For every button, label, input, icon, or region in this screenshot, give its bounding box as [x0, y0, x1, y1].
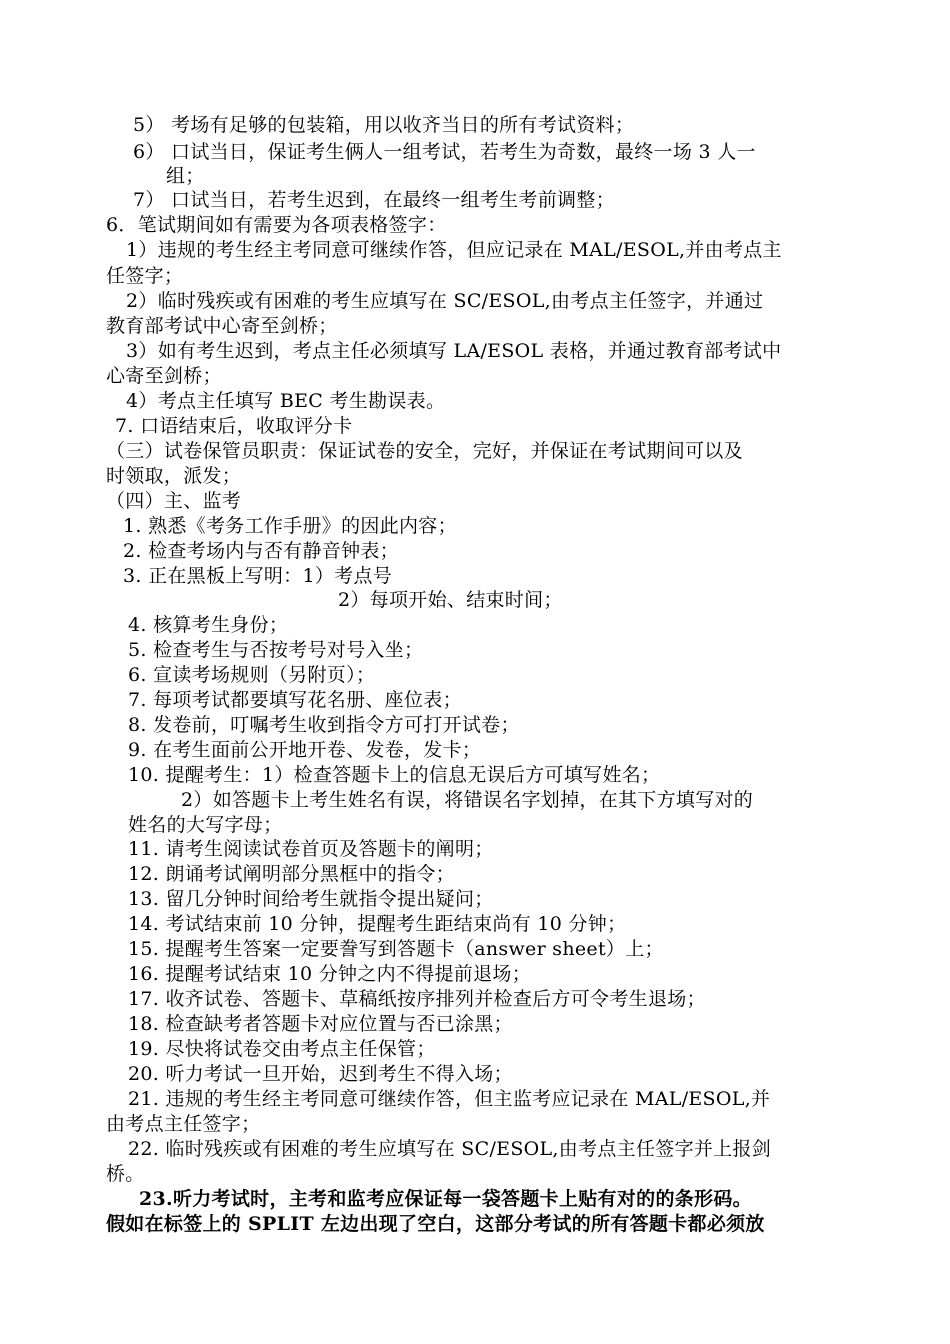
text-line: 7. 每项考试都要填写花名册、座位表；: [128, 689, 462, 711]
text-line: 由考点主任签字；: [106, 1113, 261, 1135]
text-line-bold: 假如在标签上的 SPLIT 左边出现了空白，这部分考试的所有答题卡都必须放: [106, 1213, 765, 1235]
text-line: 7） 口试当日，若考生迟到，在最终一组考生考前调整；: [133, 189, 615, 211]
text-line: 18. 检查缺考者答题卡对应位置与否已涂黑；: [128, 1013, 513, 1035]
text-line: 5. 检查考生与否按考号对号入坐；: [128, 639, 424, 661]
text-line: 15. 提醒考生答案一定要誊写到答题卡（answer sheet）上；: [128, 938, 664, 960]
text-line: 20. 听力考试一旦开始，迟到考生不得入场；: [128, 1063, 513, 1085]
text-line: 4. 核算考生身份；: [128, 614, 289, 636]
text-line: 17. 收齐试卷、答题卡、草稿纸按序排列并检查后方可令考生退场；: [128, 988, 706, 1010]
text-line: 5） 考场有足够的包装箱，用以收齐当日的所有考试资料；: [133, 114, 635, 136]
text-line: 7. 口语结束后，收取评分卡: [115, 415, 353, 437]
text-line: 8. 发卷前，叮嘱考生收到指令方可打开试卷；: [128, 714, 520, 736]
text-line: 2）临时残疾或有困难的考生应填写在 SC/ESOL,由考点主任签字，并通过: [126, 290, 764, 312]
text-line: 时领取，派发；: [106, 465, 242, 487]
text-line: 6） 口试当日，保证考生俩人一组考试，若考生为奇数，最终一场 3 人一: [133, 141, 756, 163]
text-line: 组；: [166, 165, 205, 187]
text-line: 3）如有考生迟到，考点主任必须填写 LA/ESOL 表格，并通过教育部考试中: [126, 340, 782, 362]
text-line: 6. 宣读考场规则（另附页）；: [128, 664, 376, 686]
text-line: 任签字；: [106, 265, 184, 287]
text-line: 22. 临时残疾或有困难的考生应填写在 SC/ESOL,由考点主任签字并上报剑: [128, 1138, 772, 1160]
text-line: 13. 留几分钟时间给考生就指令提出疑问；: [128, 888, 494, 910]
text-line: 14. 考试结束前 10 分钟，提醒考生距结束尚有 10 分钟；: [128, 913, 627, 935]
text-line: （三）试卷保管员职责：保证试卷的安全，完好，并保证在考试期间可以及: [106, 440, 743, 462]
text-line: 1. 熟悉《考务工作手册》的因此内容；: [123, 515, 457, 537]
text-line: 16. 提醒考试结束 10 分钟之内不得提前退场；: [128, 963, 532, 985]
text-line: 心寄至剑桥；: [106, 365, 222, 387]
text-line: 3. 正在黑板上写明：1）考点号: [123, 565, 393, 587]
text-line: 姓名的大写字母；: [128, 814, 283, 836]
text-line: 1）违规的考生经主考同意可继续作答，但应记录在 MAL/ESOL,并由考点主: [126, 239, 782, 261]
text-line: 12. 朗诵考试阐明部分黑框中的指令；: [128, 863, 455, 885]
text-line: 9. 在考生面前公开地开卷、发卷，发卡；: [128, 739, 482, 761]
text-line: 2）每项开始、结束时间；: [338, 589, 563, 611]
text-line: （四）主、监考: [106, 490, 242, 512]
text-line: 桥。: [106, 1163, 145, 1185]
text-line: 10. 提醒考生：1）检查答题卡上的信息无误后方可填写姓名；: [128, 764, 661, 786]
text-line: 2. 检查考场内与否有静音钟表；: [123, 540, 399, 562]
text-line: 4）考点主任填写 BEC 考生勘误表。: [126, 390, 446, 412]
text-line: 6．笔试期间如有需要为各项表格签字：: [106, 214, 447, 236]
text-line: 19. 尽快将试卷交由考点主任保管；: [128, 1038, 436, 1060]
text-line: 教育部考试中心寄至剑桥；: [106, 315, 338, 337]
text-line-bold: 23.听力考试时，主考和监考应保证每一袋答题卡上贴有对的的条形码。: [139, 1188, 752, 1210]
text-line: 2）如答题卡上考生姓名有误，将错误名字划掉，在其下方填写对的: [181, 789, 754, 811]
text-line: 21. 违规的考生经主考同意可继续作答，但主监考应记录在 MAL/ESOL,并: [128, 1088, 771, 1110]
text-line: 11. 请考生阅读试卷首页及答题卡的阐明；: [128, 838, 494, 860]
